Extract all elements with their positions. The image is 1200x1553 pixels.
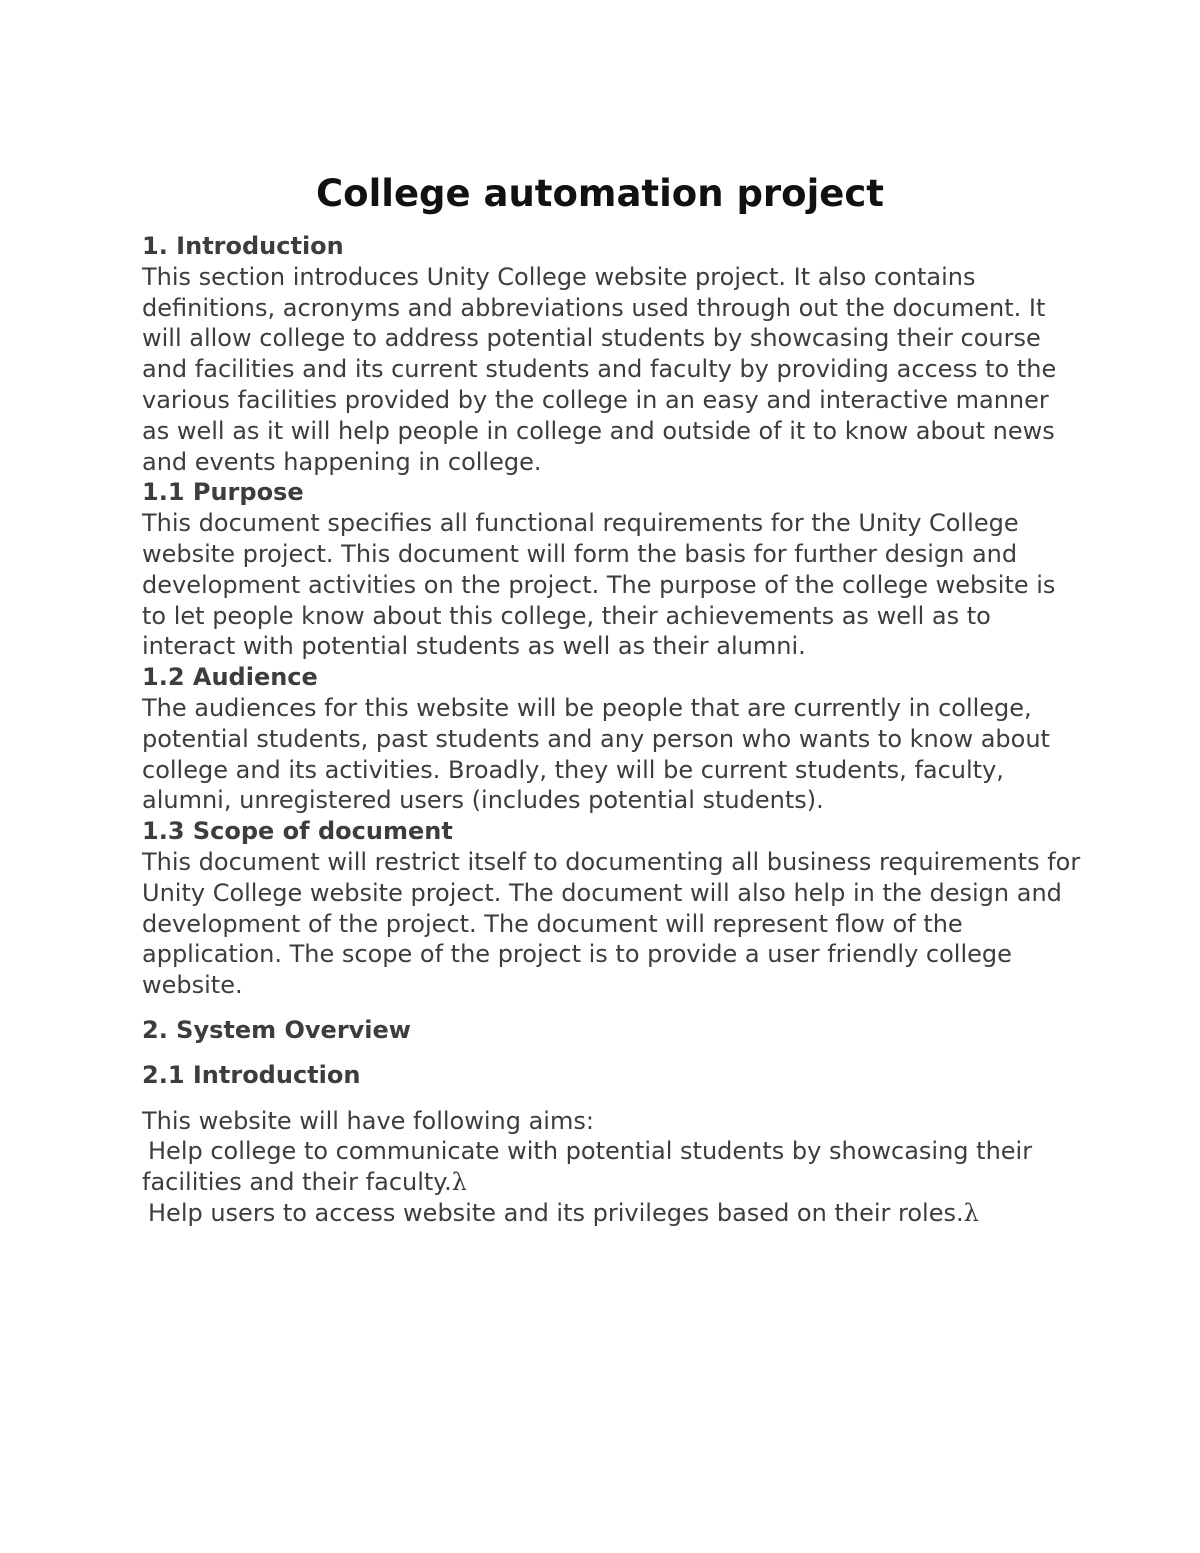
section-heading-audience: 1.2 Audience	[142, 663, 318, 692]
document-title: College automation project	[316, 172, 884, 215]
section-heading-introduction: 1. Introduction	[142, 232, 344, 260]
section-text-scope: This document will restrict itself to documenting all business requirements for Unity College website project. The document will also help in the design and development of the project. The document will represent flow of the application. The scope of the project is to provide a user friendly college website.	[142, 847, 1081, 1000]
section-text-introduction: This section introduces Unity College website project. It also contains definitions, acronyms and abbreviations used through out the document. It will allow college to address potential students by showcasing their course and facilities and its current students and faculty by providing access to the various facilities provided by the college in an easy and interactive manner as well as it will help people in college and outside of it to know about news and events happening in college.	[142, 262, 1057, 476]
section-heading-scope: 1.3 Scope of document	[142, 817, 453, 846]
section-heading-system-overview: 2. System Overview	[142, 1015, 411, 1044]
section-text-audience: The audiences for this website will be people that are currently in college, potential students, past students and any person who wants to know about college and its activities. Broadly, they will be current students, faculty, alumni, unregistered users (includes potential students).	[142, 693, 1050, 815]
lambda-bullet-icon: λ	[963, 1198, 979, 1227]
aim-text: Help college to communicate with potential students by showcasing their facilities and their faculty.	[142, 1137, 1033, 1197]
aim-item	[142, 1136, 1082, 1198]
aim-text: Help users to access website and its privileges based on their roles.	[148, 1198, 964, 1227]
section-heading-purpose: 1.1 Purpose	[142, 478, 304, 507]
document-body	[142, 231, 1082, 1229]
aims-intro: This website will have following aims:	[142, 1106, 594, 1135]
section-heading-system-introduction: 2.1 Introduction	[142, 1060, 361, 1089]
aim-item	[142, 1198, 1082, 1229]
lambda-bullet-icon: λ	[451, 1168, 467, 1197]
section-text-purpose: This document specifies all functional requirements for the Unity College website project. This document will form the basis for further design and development activities on the project. The purpose of the college website is to let people know about this college, their achievements as well as to interact with potential students as well as their alumni.	[142, 509, 1056, 661]
